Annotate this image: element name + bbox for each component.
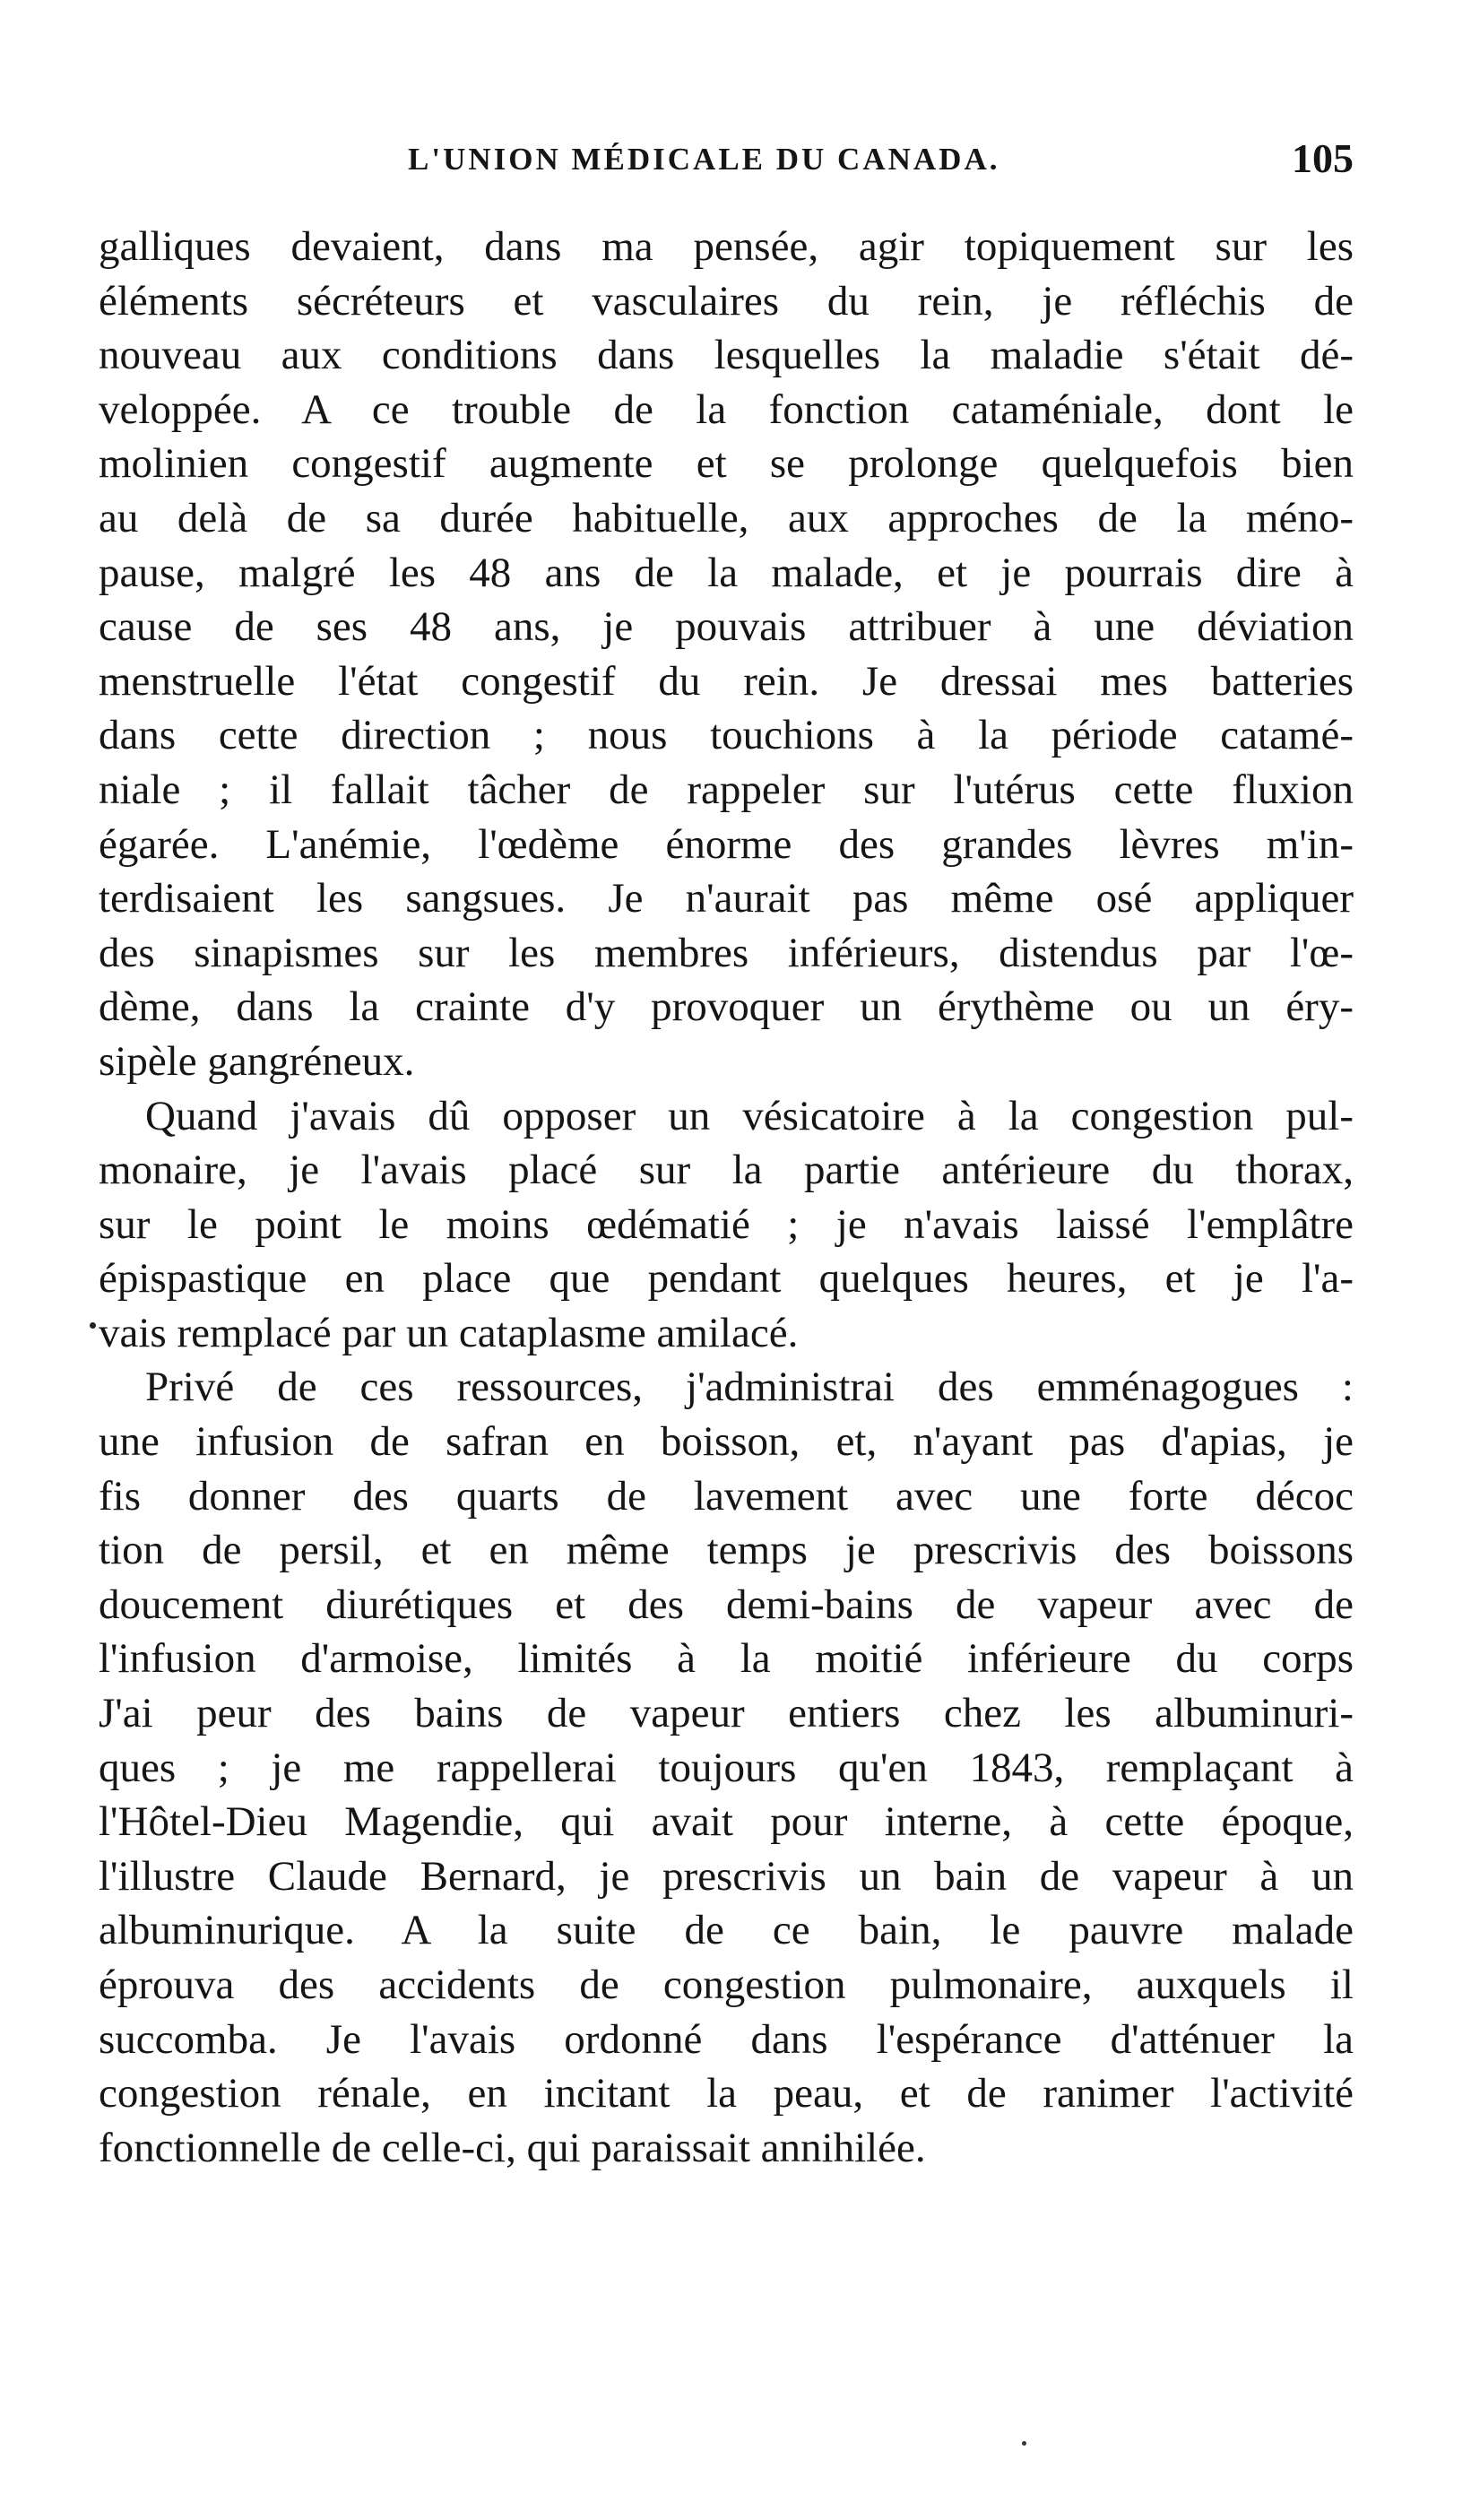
page-number: 105 bbox=[1292, 135, 1354, 181]
margin-mark bbox=[90, 1322, 96, 1329]
text-line: l'Hôtel-Dieu Magendie, qui avait pour interne, à cette époque, bbox=[99, 1798, 1354, 1846]
text-line: sipèle gangréneux. bbox=[99, 1037, 415, 1085]
text-line: niale ; il fallait tâcher de rappeler sur l'utérus cette fluxion bbox=[99, 766, 1354, 813]
text-line: épispastique en place que pendant quelques heures, et je l'a- bbox=[99, 1255, 1354, 1303]
paragraph-2 bbox=[99, 1089, 1354, 1361]
text-line: cause de ses 48 ans, je pouvais attribuer à une déviation bbox=[99, 603, 1354, 651]
text-line: au delà de sa durée habituelle, aux approches de la méno- bbox=[99, 494, 1354, 541]
text-line: Quand j'avais dû opposer un vésicatoire à la congestion pul- bbox=[145, 1092, 1354, 1139]
page-header bbox=[99, 134, 1354, 188]
text-line: menstruelle l'état congestif du rein. Je dressai mes batteries bbox=[99, 657, 1354, 705]
paragraph-1 bbox=[99, 220, 1354, 1089]
text-line: l'illustre Claude Bernard, je prescrivis un bain de vapeur à un bbox=[99, 1852, 1354, 1900]
text-line: galliques devaient, dans ma pensée, agir topiquement sur les bbox=[99, 223, 1354, 270]
text-line: monaire, je l'avais placé sur la partie antérieure du thorax, bbox=[99, 1147, 1354, 1194]
running-title: L'UNION MÉDICALE DU CANADA. bbox=[408, 142, 1000, 177]
text-line: vais remplacé par un cataplasme amilacé. bbox=[99, 1309, 799, 1356]
text-line: des sinapismes sur les membres inférieurs, distendus par l'œ- bbox=[99, 929, 1354, 976]
text-line: Privé de ces ressources, j'administrai des emménagogues : bbox=[145, 1364, 1354, 1411]
text-line: fonctionnelle de celle-ci, qui paraissait annihilée. bbox=[99, 2124, 926, 2171]
text-line: une infusion de safran en boisson, et, n'ayant pas d'apias, je bbox=[99, 1418, 1354, 1466]
text-line: égarée. L'anémie, l'œdème énorme des grandes lèvres m'in- bbox=[99, 820, 1354, 868]
text-line: nouveau aux conditions dans lesquelles la maladie s'était dé- bbox=[99, 332, 1354, 379]
body-text bbox=[99, 220, 1354, 2175]
text-line: congestion rénale, en incitant la peau, et de ranimer l'activité bbox=[99, 2070, 1354, 2117]
text-line: albuminurique. A la suite de ce bain, le pauvre malade bbox=[99, 1907, 1354, 1954]
text-line: veloppée. A ce trouble de la fonction cataméniale, dont le bbox=[99, 385, 1354, 433]
text-line: sur le point le moins œdématié ; je n'avais laissé l'emplâtre bbox=[99, 1200, 1354, 1248]
text-line: molinien congestif augmente et se prolonge quelquefois bien bbox=[99, 440, 1354, 488]
text-line: terdisaient les sangsues. Je n'aurait pas même osé appliquer bbox=[99, 875, 1354, 922]
paragraph-3 bbox=[99, 1360, 1354, 2175]
text-line: tion de persil, et en même temps je prescrivis des boissons bbox=[99, 1527, 1354, 1574]
text-line: éléments sécréteurs et vasculaires du rein, je réfléchis de bbox=[99, 277, 1354, 325]
text-line: ques ; je me rappellerai toujours qu'en 1843, remplaçant à bbox=[99, 1744, 1354, 1791]
text-line: dème, dans la crainte d'y provoquer un érythème ou un éry- bbox=[99, 983, 1354, 1031]
ink-speck bbox=[1022, 2441, 1026, 2446]
text-line: pause, malgré les 48 ans de la malade, et je pourrais dire à bbox=[99, 549, 1354, 596]
text-line: dans cette direction ; nous touchions à la période catamé- bbox=[99, 712, 1354, 759]
text-line: éprouva des accidents de congestion pulmonaire, auxquels il bbox=[99, 1961, 1354, 2008]
text-line: succomba. Je l'avais ordonné dans l'espérance d'atténuer la bbox=[99, 2015, 1354, 2063]
text-line: doucement diurétiques et des demi-bains de vapeur avec de bbox=[99, 1580, 1354, 1628]
text-line: J'ai peur des bains de vapeur entiers chez les albuminuri- bbox=[99, 1690, 1354, 1737]
text-line: fis donner des quarts de lavement avec une forte décoc bbox=[99, 1472, 1354, 1520]
text-line: l'infusion d'armoise, limités à la moitié inférieure du corps bbox=[99, 1635, 1354, 1683]
